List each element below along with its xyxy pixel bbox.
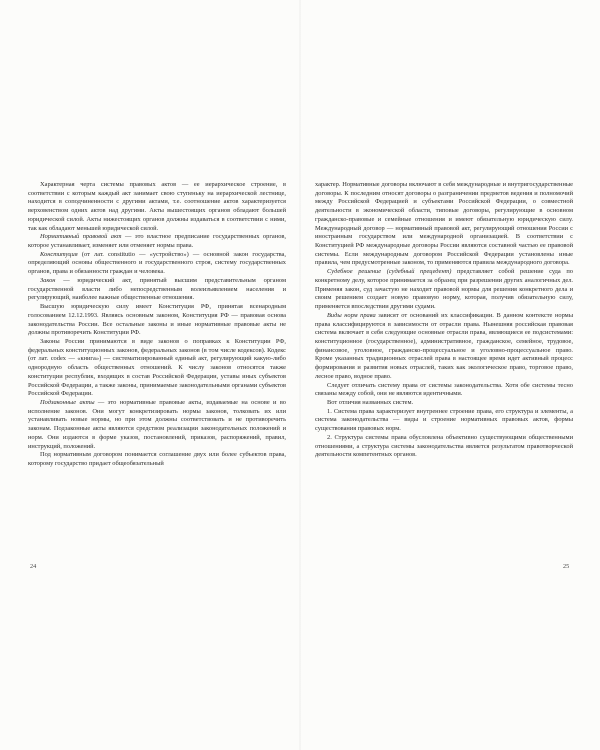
paragraph: 1. Система права характеризует внутреннее строение права, его структура и элементы, а система законодательства — виды и строение нормативных правовых актов, формы существования правовых норм. — [315, 407, 573, 433]
paragraph: Закон — юридический акт, принятый высшим представительным органом государственной власти либо непосредственным волеизъявлением населения и регулирующий, наиболее важные общественные отношения. — [28, 276, 286, 302]
paragraph: характер. Нормативные договоры включают в себя международные и внутригосударственные договоры. К последним относят договоры о разграничении предметов ведения и полномочий между Российской Федерацией и субъектами Российской Федерации, о совместной деятельности в экономической области, типовые договоры, регулирующие в основном гражданско-правовые и семейные отношения и имеют обязательную юридическую силу. Международный договор — нормативный правовой акт, регулирующий отношения России с иностранным государством или международной организацией. В соответствии с Конституцией РФ международные договоры России являются составной частью ее правовой системы. Если международным договором Российской Федерации установлены иные правила, чем предусмотренные законом, то применяются правила международного договора. — [315, 181, 573, 267]
paragraph: Судебное решение (судебный прецедент) представляет собой решение суда по конкретному делу, которое принимается за образец при разрешении других аналогичных дел. Применяя закон, суд зачастую не находит правовой нормы для решения конкретного дела и своим решением создает новую правовую норму, которая, получив обязательную силу, применяется впоследствии другими судами. — [315, 268, 573, 311]
paragraph: Конституция (от лат. constitutio — «устройство») — основной закон государства, определяющий основы общественного и государственного строя, систему государственных органов, права и обязанности граждан и человека. — [28, 250, 286, 276]
page-gutter — [299, 0, 301, 750]
paragraph: Подзаконные акты — это нормативные правовые акты, издаваемые на основе и во исполнение законов. Они могут конкретизировать нормы законов, толковать их или устанавливать новые нормы, но при этом должны соответствовать и не противоречить законам. Подзаконные акты являются средством реализации законодательных положений и норм. Они издаются в форме указов, постановлений, приказов, распоряжений, правил, инструкций, положений. — [28, 398, 286, 450]
paragraph: Следует отличать систему права от системы законодательства. Хотя обе системы тесно связаны между собой, они не являются идентичными. — [315, 381, 573, 398]
paragraph: Виды норм права зависят от оснований их классификации. В данном контексте нормы права классифицируются в зависимости от отрасли права. Нынешняя российская правовая система включает в себя следующие основные отрасли права, являющиеся ее подсистемами: конституционное (государственное), административное, гражданское, семейное, трудовое, финансовое, уголовное, гражданско-процессуальное и уголовно-процессуальное право. Кроме указанных традиционных отраслей права в настоящее время идет активный процесс формирования и развития новых отраслей, таких как экологическое право, торговое право, лесное право, водное право. — [315, 311, 574, 380]
page-number: 25 — [563, 563, 570, 570]
left-page-text — [28, 181, 286, 469]
paragraph: Характерная черта системы правовых актов — ее иерархическое строение, в соответствии с которым каждый акт занимает свою ступеньку на иерархической лестнице, находится в соподчиненности с другими актами, т.е. соотношение актов характеризуется верховенством одних актов над другими. Акты вышестоящих органов обладают большей юридической силой. Акты нижестоящих органов должны издаваться в соответствии с ними, так как обладают меньшей юридической силой. — [28, 181, 286, 232]
paragraph: Под нормативным договором понимается соглашение двух или более субъектов права, которому государство придает общеобязательный — [28, 451, 286, 467]
paragraph: Вот отличия названных систем. — [327, 398, 414, 406]
paragraph: Высшую юридическую силу имеет Конституция РФ, принятая всенародным голосованием 12.12.1993. Являясь основным законом, Конституция РФ — правовая основа законодательства России. Все остальные законы и иные нормативные правовые акты не должны противоречить Конституции РФ. — [28, 303, 286, 337]
page-number: 24 — [30, 563, 37, 570]
right-page-text — [315, 181, 573, 460]
paragraph: Нормативный правовой акт — это властное предписание государственных органов, которое устанавливает, изменяет или отменяет нормы права. — [28, 233, 287, 250]
paragraph: 2. Структура системы права обусловлена объективно существующими общественными отношениями, а структура системы законодательства является результатом правотворческой деятельности компетентных органов. — [315, 433, 573, 459]
paragraph: Законы России принимаются в виде законов о поправках к Конституции РФ, федеральных конституционных законов, федеральных законов (в том числе кодексов). Кодекс (от лат. codex — «книга») — систематизированный единый акт, регулирующий какую-либо однородную область общественных отношений. К числу законов относятся также конституции республик, входящих в состав Российской Федерации, уставы иных субъектов Российской Федерации, а также законы, принимаемые законодательными органами субъектов Российской Федерации. — [28, 337, 286, 398]
